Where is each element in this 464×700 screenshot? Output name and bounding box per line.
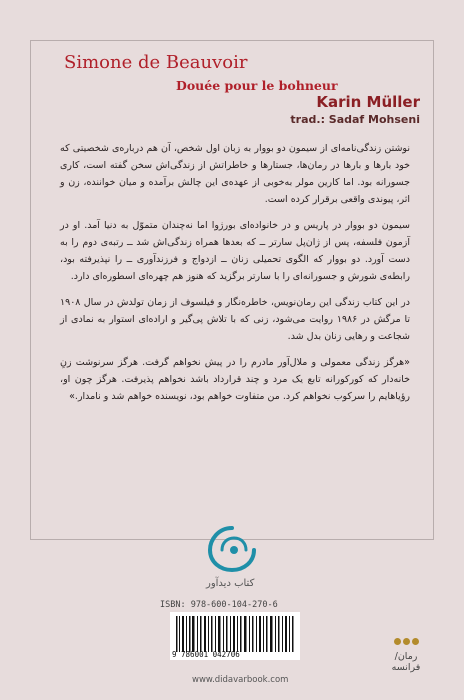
isbn: ISBN: 978-600-104-270-6 xyxy=(160,600,278,610)
publisher-website: www.didavarbook.com xyxy=(192,675,289,685)
blurb-paragraph: سیمون دو بووار در پاریس و در خانواده‌ای بورژوا اما نه‌چندان متموّل به دنیا آمد. او در آزمون فلسفه، پس از ژان‌پل سارتر ــ که بعدها همراه زندگی‌اش شد ــ رتبه‌ی دوم را به دست آورد. دو بووار که الگوی تحمیلی زنان ــ ازدواج و فرزندآوری ــ را نپذیرفته بود، رابطه‌ی شورش و جسورانه‌ای را با سارتر برگزید که هنوز هم چهره‌ای اسطوره‌ای دارد. xyxy=(60,220,410,282)
publisher-logo-icon xyxy=(200,520,264,580)
author-name: Karin Müller xyxy=(316,93,420,111)
book-title: Simone de Beauvoir xyxy=(64,52,248,73)
series-label: رمان/فرانسه xyxy=(391,651,421,673)
translator-name: trad.: Sadaf Mohseni xyxy=(290,113,420,126)
series-dots-icon xyxy=(384,630,428,649)
barcode-digits: 9 786001 042706 xyxy=(172,650,240,659)
book-subtitle: Douée pour le bohneur xyxy=(176,78,338,93)
blurb-paragraph: در این کتاب زندگی این رمان‌نویس، خاطره‌نگار و فیلسوف از زمان تولدش در سال ۱۹۰۸ تا مرگش در ۱۹۸۶ روایت می‌شود، زنی که با تلاش پی‌گیر و اراده‌ای استوار به نمادی از شجاعت و رهایی زنان بدل شد. xyxy=(60,297,411,342)
blurb xyxy=(60,140,410,414)
publisher-name: کتاب دیدآور xyxy=(206,578,255,589)
blurb-quote: «هرگز زندگی معمولی و ملال‌آور مادرم را در پیش نخواهم گرفت. هرگز سرنوشت زنِ خانه‌دار که کورکورانه تابع یک مرد و چند قرارداد باشد نخواهم پذیرفت. هرگز چون او، رؤیاهایم را سرکوب نخواهم کرد. من متفاوت خواهم بود، نویسنده خواهم شد و نامدار.» xyxy=(60,357,410,402)
series-badge xyxy=(384,630,428,673)
blurb-paragraph: نوشتن زندگی‌نامه‌ای از سیمون دو بووار به زبان اول شخص، آن هم درباره‌ی شخصیتی که خود بارها و بارها در رمان‌ها، جستارها و خاطراتش از زندگی‌اش سخن گفته است، کاری جسورانه بود. اما کارین مولر به‌خوبی از عهده‌ی این چالش برآمده و میان خواننده، زن و اثر، پیوندی واقعی برقرار کرده است. xyxy=(60,143,410,205)
